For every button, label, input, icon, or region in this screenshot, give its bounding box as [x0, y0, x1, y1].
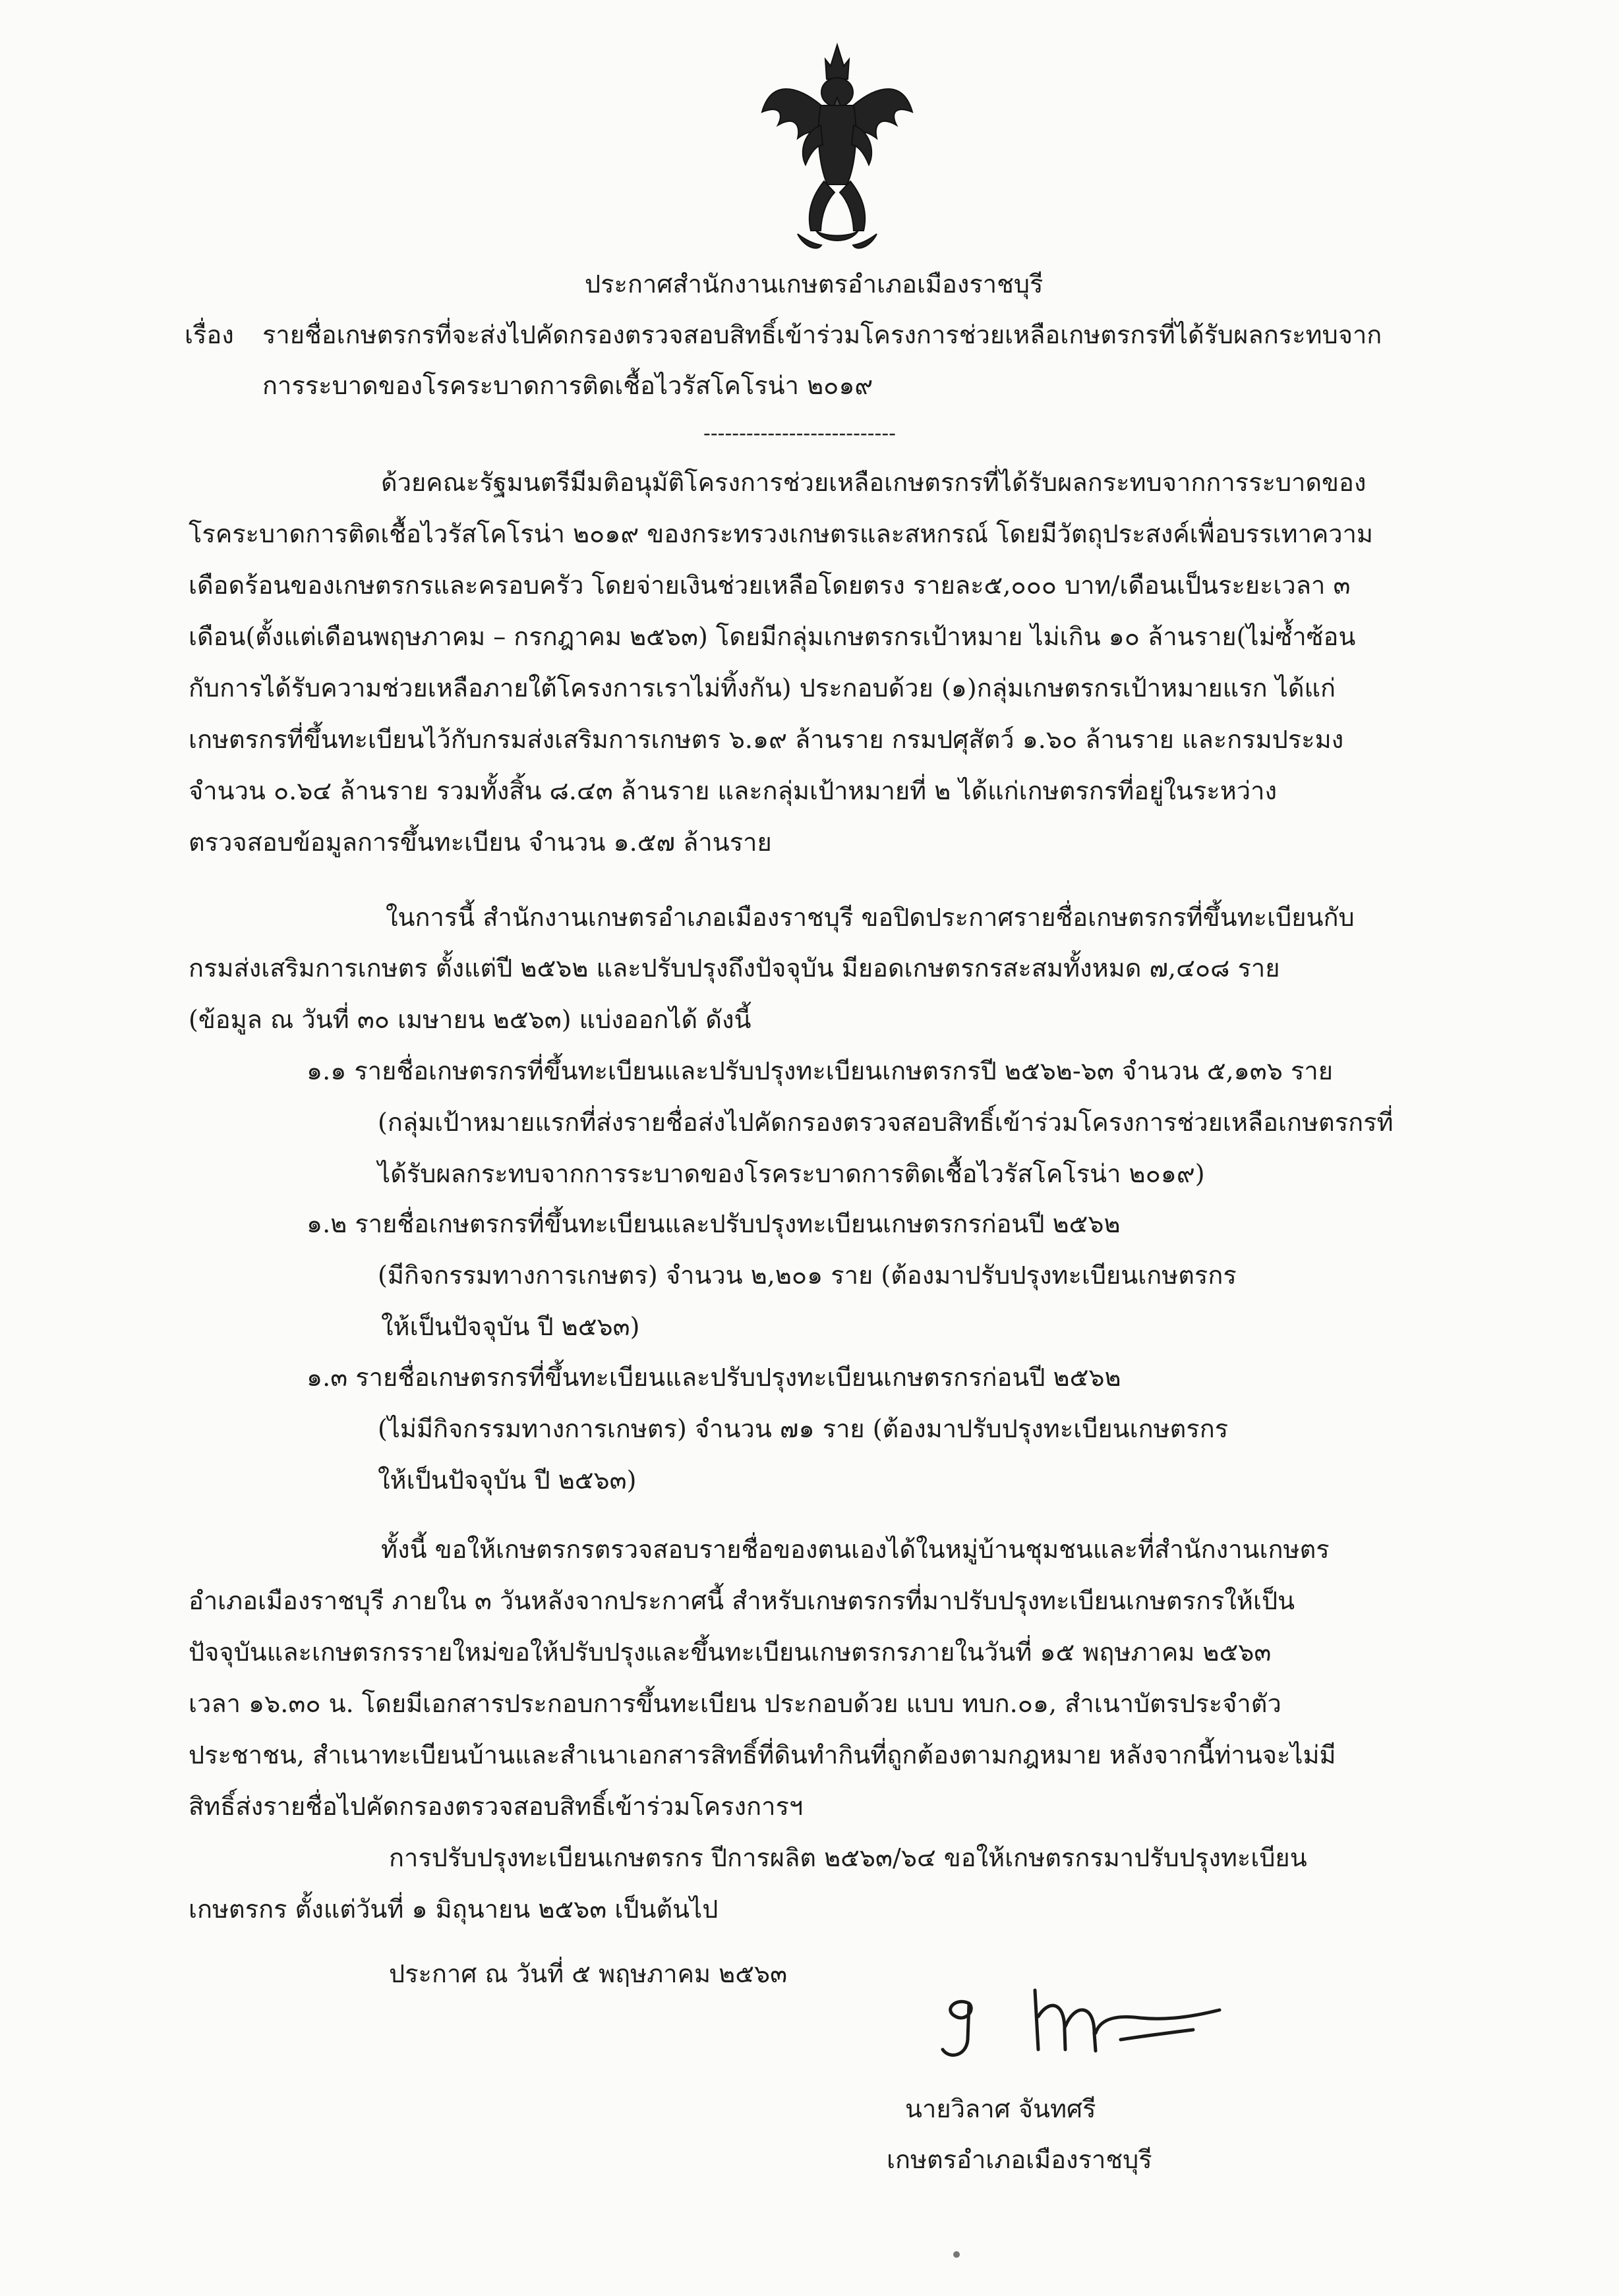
paragraph-2-line: ในการนี้ สำนักงานเกษตรอำเภอเมืองราชบุรี ขอปิดประกาศรายชื่อเกษตรกรที่ขึ้นทะเบียนกับ [386, 903, 1355, 932]
list-item-1-2-detail: (มีกิจกรรมทางการเกษตร) จำนวน ๒,๒๐๑ ราย (ต้องมาปรับปรุงทะเบียนเกษตรกร [378, 1261, 1237, 1290]
garuda-emblem-icon [758, 40, 916, 257]
scan-speck [953, 2251, 960, 2258]
paragraph-1-line: เกษตรกรที่ขึ้นทะเบียนไว้กับกรมส่งเสริมการเกษตร ๖.๑๙ ล้านราย กรมปศุสัตว์ ๑.๖๐ ล้านราย และกรมประมง [189, 725, 1344, 754]
paragraph-2-line: (ข้อมูล ณ วันที่ ๓๐ เมษายน ๒๕๖๓) แบ่งออกได้ ดังนี้ [189, 1005, 751, 1034]
paragraph-1-line: เดือดร้อนของเกษตรกรและครอบครัว โดยจ่ายเงินช่วยเหลือโดยตรง รายละ๕,๐๐๐ บาท/เดือนเป็นระยะเวลา ๓ [189, 571, 1351, 600]
list-item-1-3-detail: ให้เป็นปัจจุบัน ปี ๒๕๖๓) [378, 1466, 637, 1495]
paragraph-4-line: การปรับปรุงทะเบียนเกษตรกร ปีการผลิต ๒๕๖๓/๖๔ ขอให้เกษตรกรมาปรับปรุงทะเบียน [389, 1843, 1307, 1872]
announcement-title: ประกาศสำนักงานเกษตรอำเภอเมืองราชบุรี [585, 270, 1044, 299]
signer-name: นายวิลาศ จันทศรี [905, 2094, 1096, 2123]
signer-position: เกษตรอำเภอเมืองราชบุรี [887, 2145, 1152, 2174]
paragraph-1-line: ตรวจสอบข้อมูลการขึ้นทะเบียน จำนวน ๑.๕๗ ล้านราย [189, 828, 772, 857]
paragraph-3-line: ปัจจุบันและเกษตรกรรายใหม่ขอให้ปรับปรุงและขึ้นทะเบียนเกษตรกรภายในวันที่ ๑๕ พฤษภาคม ๒๕๖๓ [189, 1638, 1272, 1667]
paragraph-3-line: ประชาชน, สำเนาทะเบียนบ้านและสำเนาเอกสารสิทธิ์ที่ดินทำกินที่ถูกต้องตามกฎหมาย หลังจากนี้ท่านจะไม่มี [189, 1740, 1336, 1769]
announcement-date: ประกาศ ณ วันที่ ๕ พฤษภาคม ๒๕๖๓ [389, 1959, 788, 1988]
subject-label: เรื่อง [185, 320, 234, 349]
list-item-1-1-title: ๑.๑ รายชื่อเกษตรกรที่ขึ้นทะเบียนและปรับปรุงทะเบียนเกษตรกรปี ๒๕๖๒-๖๓ จำนวน ๕,๑๓๖ ราย [307, 1056, 1333, 1085]
paragraph-2-line: กรมส่งเสริมการเกษตร ตั้งแต่ปี ๒๕๖๒ และปรับปรุงถึงปัจจุบัน มียอดเกษตรกรสะสมทั้งหมด ๗,๔๐๘ ราย [189, 954, 1280, 983]
paragraph-3-line: ทั้งนี้ ขอให้เกษตรกรตรวจสอบรายชื่อของตนเองได้ในหมู่บ้านชุมชนและที่สำนักงานเกษตร [381, 1535, 1330, 1564]
paragraph-3-line: อำเภอเมืองราชบุรี ภายใน ๓ วันหลังจากประกาศนี้ สำหรับเกษตรกรที่มาปรับปรุงทะเบียนเกษตรกรให้เป็น [189, 1586, 1295, 1615]
paragraph-1-line: จำนวน ๐.๖๔ ล้านราย รวมทั้งสิ้น ๘.๔๓ ล้านราย และกลุ่มเป้าหมายที่ ๒ ได้แก่เกษตรกรที่อยู่ในระหว่าง [189, 776, 1277, 805]
paragraph-4-line: เกษตรกร ตั้งแต่วันที่ ๑ มิถุนายน ๒๕๖๓ เป็นต้นไป [189, 1895, 719, 1924]
list-item-1-3-title: ๑.๓ รายชื่อเกษตรกรที่ขึ้นทะเบียนและปรับปรุงทะเบียนเกษตรกรก่อนปี ๒๕๖๒ [307, 1363, 1121, 1392]
paragraph-3-line: เวลา ๑๖.๓๐ น. โดยมีเอกสารประกอบการขึ้นทะเบียน ประกอบด้วย แบบ ทบก.๐๑, สำเนาบัตรประจำตัว [189, 1689, 1281, 1718]
list-item-1-1-detail: (กลุ่มเป้าหมายแรกที่ส่งรายชื่อส่งไปคัดกรองตรวจสอบสิทธิ์เข้าร่วมโครงการช่วยเหลือเกษตรกรที่ [378, 1108, 1394, 1137]
paragraph-1-line: เดือน(ตั้งแต่เดือนพฤษภาคม – กรกฎาคม ๒๕๖๓) โดยมีกลุ่มเกษตรกรเป้าหมาย ไม่เกิน ๑๐ ล้านราย(ไม่ซ้ำซ้อน [189, 622, 1356, 651]
paragraph-1-line: โรคระบาดการติดเชื้อไวรัสโคโรน่า ๒๐๑๙ ของกระทรวงเกษตรและสหกรณ์ โดยมีวัตถุประสงค์เพื่อบรรเทาความ [189, 519, 1373, 548]
paragraph-3-line: สิทธิ์ส่งรายชื่อไปคัดกรองตรวจสอบสิทธิ์เข้าร่วมโครงการฯ [189, 1792, 804, 1821]
list-item-1-2-detail: ให้เป็นปัจจุบัน ปี ๒๕๖๓) [381, 1312, 640, 1341]
list-item-1-2-title: ๑.๒ รายชื่อเกษตรกรที่ขึ้นทะเบียนและปรับปรุงทะเบียนเกษตรกรก่อนปี ๒๕๖๒ [307, 1209, 1121, 1238]
handwritten-signature [903, 1977, 1246, 2076]
subject-line-1: รายชื่อเกษตรกรที่จะส่งไปคัดกรองตรวจสอบสิทธิ์เข้าร่วมโครงการช่วยเหลือเกษตรกรที่ได้รับผลกระทบจาก [262, 320, 1382, 349]
list-item-1-1-detail: ได้รับผลกระทบจากการระบาดของโรคระบาดการติดเชื้อไวรัสโคโรน่า ๒๐๑๙) [378, 1159, 1205, 1188]
paragraph-1-line: กับการได้รับความช่วยเหลือภายใต้โครงการเราไม่ทิ้งกัน) ประกอบด้วย (๑)กลุ่มเกษตรกรเป้าหมายแรก ได้แก่ [189, 674, 1336, 703]
title-divider: --------------------------- [703, 420, 896, 445]
paragraph-1-line: ด้วยคณะรัฐมนตรีมีมติอนุมัติโครงการช่วยเหลือเกษตรกรที่ได้รับผลกระทบจากการระบาดของ [381, 468, 1367, 497]
list-item-1-3-detail: (ไม่มีกิจกรรมทางการเกษตร) จำนวน ๗๑ ราย (ต้องมาปรับปรุงทะเบียนเกษตรกร [378, 1414, 1229, 1443]
subject-line-2: การระบาดของโรคระบาดการติดเชื้อไวรัสโคโรน่า ๒๐๑๙ [262, 371, 873, 400]
